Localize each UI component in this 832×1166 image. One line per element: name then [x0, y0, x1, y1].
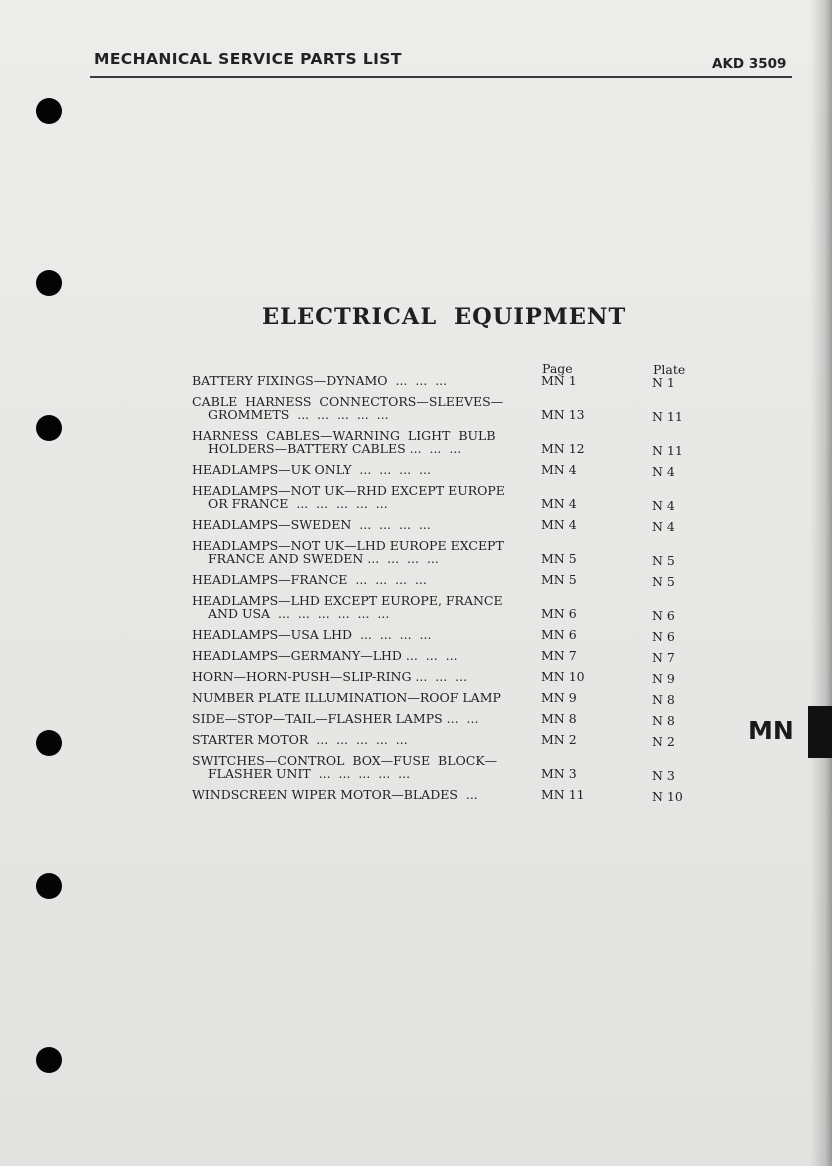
entry-page-ref: MN 9	[541, 690, 577, 705]
entry-description	[192, 573, 532, 586]
contents-entry	[192, 462, 712, 479]
entry-description	[192, 594, 532, 620]
contents-entry	[192, 394, 712, 424]
entry-description	[192, 691, 532, 704]
entry-plate-ref: N 3	[652, 768, 675, 783]
entry-plate-ref: N 1	[652, 375, 675, 390]
contents-entry	[192, 593, 712, 623]
contents-entry	[192, 787, 712, 804]
entry-plate-ref: N 11	[652, 409, 683, 424]
entry-page-ref: MN 3	[541, 766, 577, 781]
entry-description-line: HEADLAMPS—NOT UK—RHD EXCEPT EUROPE	[192, 483, 505, 498]
contents-entry	[192, 428, 712, 458]
section-tab-label: MN	[748, 716, 794, 745]
entry-plate-ref: N 5	[652, 553, 675, 568]
entry-page-ref: MN 13	[541, 407, 585, 422]
entry-plate-ref: N 4	[652, 464, 675, 479]
entry-page-ref: MN 4	[541, 517, 577, 532]
contents-entry	[192, 690, 712, 707]
contents-entry	[192, 732, 712, 749]
entry-description	[192, 628, 532, 641]
entry-plate-ref: N 8	[652, 692, 675, 707]
entry-description-line: CABLE HARNESS CONNECTORS—SLEEVES—	[192, 394, 504, 409]
entry-page-ref: MN 11	[541, 787, 585, 802]
contents-entry	[192, 483, 712, 513]
entry-description	[192, 374, 532, 387]
entry-plate-ref: N 8	[652, 713, 675, 728]
contents-entry	[192, 627, 712, 644]
entry-description	[192, 733, 532, 746]
entry-description-line: HORN—HORN-PUSH—SLIP-RING ... ... ...	[192, 669, 468, 684]
entry-description-line: HEADLAMPS—GERMANY—LHD ... ... ...	[192, 648, 458, 663]
entry-description-line: HARNESS CABLES—WARNING LIGHT BULB	[192, 428, 496, 443]
section-tab-marker	[808, 706, 832, 758]
contents-entry	[192, 753, 712, 783]
contents-entry	[192, 572, 712, 589]
entry-description	[192, 518, 532, 531]
entry-plate-ref: N 4	[652, 519, 675, 534]
entry-page-ref: MN 4	[541, 496, 577, 511]
entry-description-line: HEADLAMPS—NOT UK—LHD EUROPE EXCEPT	[192, 538, 504, 553]
punch-hole	[36, 98, 62, 124]
entry-description-line: HEADLAMPS—USA LHD ... ... ... ...	[192, 627, 432, 642]
entry-description	[192, 649, 532, 662]
punch-hole	[36, 730, 62, 756]
entry-page-ref: MN 6	[541, 606, 577, 621]
section-title: ELECTRICAL EQUIPMENT	[262, 304, 627, 330]
contents-entry	[192, 517, 712, 534]
entry-plate-ref: N 6	[652, 608, 675, 623]
entry-description-line: WINDSCREEN WIPER MOTOR—BLADES ...	[192, 787, 478, 802]
contents-entry	[192, 538, 712, 568]
entry-description-line: BATTERY FIXINGS—DYNAMO ... ... ...	[192, 373, 448, 388]
entry-description-line: HEADLAMPS—FRANCE ... ... ... ...	[192, 572, 427, 587]
entry-page-ref: MN 5	[541, 572, 577, 587]
entry-description-line: NUMBER PLATE ILLUMINATION—ROOF LAMP	[192, 690, 501, 705]
entry-description-line: SIDE—STOP—TAIL—FLASHER LAMPS ... ...	[192, 711, 479, 726]
entry-description-line: SWITCHES—CONTROL BOX—FUSE BLOCK—	[192, 753, 498, 768]
entry-page-ref: MN 5	[541, 551, 577, 566]
header-title: MECHANICAL SERVICE PARTS LIST	[94, 50, 402, 68]
header-divider	[90, 76, 792, 78]
entry-description-line: FLASHER UNIT ... ... ... ... ...	[208, 766, 411, 781]
punch-hole	[36, 415, 62, 441]
entry-page-ref: MN 6	[541, 627, 577, 642]
entry-description	[192, 788, 532, 801]
entry-description	[192, 429, 532, 455]
entry-description	[192, 712, 532, 725]
entry-description-line: GROMMETS ... ... ... ... ...	[208, 407, 389, 422]
entry-plate-ref: N 11	[652, 443, 683, 458]
entry-description-line: FRANCE AND SWEDEN ... ... ... ...	[208, 551, 439, 566]
entry-page-ref: MN 10	[541, 669, 585, 684]
contents-entry	[192, 648, 712, 665]
entry-description	[192, 484, 532, 510]
entry-plate-ref: N 10	[652, 789, 683, 804]
entry-description	[192, 539, 532, 565]
plate-column-heading: Plate	[653, 362, 686, 377]
entry-description	[192, 670, 532, 683]
contents-entry	[192, 711, 712, 728]
entry-description-line: STARTER MOTOR ... ... ... ... ...	[192, 732, 408, 747]
entry-plate-ref: N 4	[652, 498, 675, 513]
entry-description-line: HEADLAMPS—LHD EXCEPT EUROPE, FRANCE	[192, 593, 503, 608]
page-column-heading: Page	[542, 361, 573, 376]
contents-list	[192, 374, 712, 809]
entry-description-line: HEADLAMPS—SWEDEN ... ... ... ...	[192, 517, 431, 532]
page-edge-shadow	[810, 0, 832, 1166]
contents-entry	[192, 373, 712, 390]
entry-page-ref: MN 8	[541, 711, 577, 726]
entry-description	[192, 395, 532, 421]
entry-page-ref: MN 1	[541, 373, 577, 388]
entry-description	[192, 463, 532, 476]
entry-description	[192, 754, 532, 780]
entry-plate-ref: N 7	[652, 650, 675, 665]
entry-page-ref: MN 2	[541, 732, 577, 747]
entry-plate-ref: N 9	[652, 671, 675, 686]
entry-plate-ref: N 5	[652, 574, 675, 589]
entry-page-ref: MN 4	[541, 462, 577, 477]
punch-hole	[36, 873, 62, 899]
document-code: AKD 3509	[712, 56, 787, 72]
entry-page-ref: MN 12	[541, 441, 585, 456]
punch-hole	[36, 1047, 62, 1073]
entry-description-line: OR FRANCE ... ... ... ... ...	[208, 496, 388, 511]
entry-page-ref: MN 7	[541, 648, 577, 663]
entry-description-line: HEADLAMPS—UK ONLY ... ... ... ...	[192, 462, 431, 477]
entry-plate-ref: N 6	[652, 629, 675, 644]
contents-entry	[192, 669, 712, 686]
entry-description-line: AND USA ... ... ... ... ... ...	[208, 606, 390, 621]
entry-plate-ref: N 2	[652, 734, 675, 749]
punch-hole	[36, 270, 62, 296]
entry-description-line: HOLDERS—BATTERY CABLES ... ... ...	[208, 441, 462, 456]
